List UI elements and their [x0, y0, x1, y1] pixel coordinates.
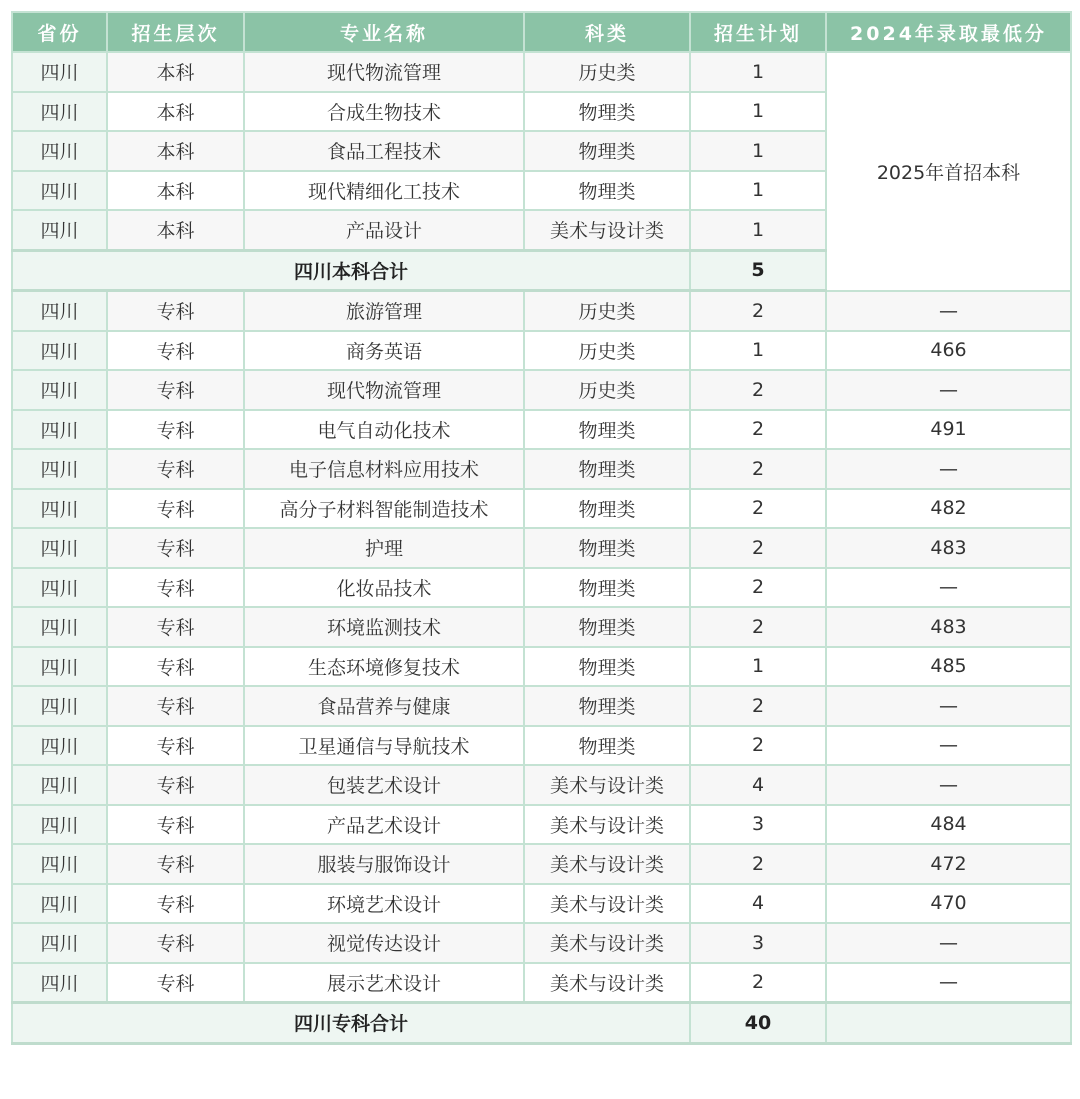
cell-min-score: —: [826, 370, 1071, 410]
cell-major: 产品设计: [244, 210, 524, 250]
cell-min-score: 491: [826, 410, 1071, 450]
cell-min-score: —: [826, 923, 1071, 963]
table-row: [12, 449, 1071, 489]
cell-major: 护理: [244, 528, 524, 568]
cell-plan: 2: [690, 686, 826, 726]
cell-category: 美术与设计类: [524, 805, 690, 845]
cell-level: 本科: [107, 171, 244, 211]
undergrad-total-label: 四川本科合计: [12, 250, 690, 291]
cell-min-score: —: [826, 686, 1071, 726]
cell-plan: 2: [690, 528, 826, 568]
table-row: [12, 647, 1071, 687]
cell-plan: 2: [690, 410, 826, 450]
cell-level: 专科: [107, 528, 244, 568]
cell-level: 本科: [107, 92, 244, 132]
cell-min-score: 485: [826, 647, 1071, 687]
cell-level: 专科: [107, 726, 244, 766]
cell-plan: 2: [690, 844, 826, 884]
cell-major: 产品艺术设计: [244, 805, 524, 845]
table-header-row: [12, 12, 1071, 52]
cell-level: 专科: [107, 331, 244, 371]
cell-min-score: —: [826, 568, 1071, 608]
cell-province: 四川: [12, 923, 107, 963]
cell-plan: 1: [690, 210, 826, 250]
cell-major: 视觉传达设计: [244, 923, 524, 963]
cell-category: 物理类: [524, 131, 690, 171]
cell-province: 四川: [12, 210, 107, 250]
cell-province: 四川: [12, 331, 107, 371]
cell-category: 美术与设计类: [524, 884, 690, 924]
college-total-row: [12, 1003, 1071, 1044]
cell-major: 食品营养与健康: [244, 686, 524, 726]
table-row: [12, 410, 1071, 450]
table-row: [12, 52, 1071, 92]
cell-plan: 2: [690, 370, 826, 410]
cell-level: 专科: [107, 370, 244, 410]
cell-plan: 1: [690, 331, 826, 371]
cell-level: 本科: [107, 52, 244, 92]
cell-major: 旅游管理: [244, 291, 524, 331]
cell-major: 高分子材料智能制造技术: [244, 489, 524, 529]
cell-category: 历史类: [524, 291, 690, 331]
cell-level: 专科: [107, 844, 244, 884]
cell-major: 电子信息材料应用技术: [244, 449, 524, 489]
cell-category: 物理类: [524, 92, 690, 132]
cell-province: 四川: [12, 647, 107, 687]
cell-level: 专科: [107, 410, 244, 450]
college-total-empty: [826, 1003, 1071, 1044]
cell-major: 现代物流管理: [244, 52, 524, 92]
cell-min-score: 466: [826, 331, 1071, 371]
table-row: [12, 331, 1071, 371]
cell-major: 生态环境修复技术: [244, 647, 524, 687]
cell-province: 四川: [12, 884, 107, 924]
table-row: [12, 291, 1071, 331]
cell-plan: 2: [690, 726, 826, 766]
cell-category: 物理类: [524, 489, 690, 529]
cell-level: 专科: [107, 765, 244, 805]
cell-plan: 2: [690, 607, 826, 647]
cell-major: 商务英语: [244, 331, 524, 371]
cell-level: 本科: [107, 131, 244, 171]
cell-major: 展示艺术设计: [244, 963, 524, 1003]
table-row: [12, 489, 1071, 529]
cell-level: 专科: [107, 923, 244, 963]
table-row: [12, 805, 1071, 845]
cell-category: 物理类: [524, 171, 690, 211]
cell-major: 卫星通信与导航技术: [244, 726, 524, 766]
table-row: [12, 370, 1071, 410]
cell-province: 四川: [12, 92, 107, 132]
cell-province: 四川: [12, 607, 107, 647]
enrollment-plan-table: [11, 11, 1072, 1045]
table-row: [12, 844, 1071, 884]
table-row: [12, 568, 1071, 608]
cell-plan: 4: [690, 765, 826, 805]
cell-category: 历史类: [524, 331, 690, 371]
cell-min-score: 472: [826, 844, 1071, 884]
table-row: [12, 963, 1071, 1003]
cell-major: 服装与服饰设计: [244, 844, 524, 884]
cell-category: 美术与设计类: [524, 210, 690, 250]
table-row: [12, 607, 1071, 647]
cell-province: 四川: [12, 686, 107, 726]
table-row: [12, 884, 1071, 924]
cell-major: 包装艺术设计: [244, 765, 524, 805]
cell-category: 美术与设计类: [524, 963, 690, 1003]
header-level: 招生层次: [107, 12, 244, 52]
cell-level: 专科: [107, 686, 244, 726]
cell-level: 专科: [107, 568, 244, 608]
undergrad-total-plan: 5: [690, 250, 826, 291]
cell-min-score: 484: [826, 805, 1071, 845]
cell-plan: 2: [690, 489, 826, 529]
cell-plan: 4: [690, 884, 826, 924]
cell-category: 物理类: [524, 449, 690, 489]
cell-level: 专科: [107, 449, 244, 489]
cell-major: 合成生物技术: [244, 92, 524, 132]
cell-category: 历史类: [524, 370, 690, 410]
college-total-plan: 40: [690, 1003, 826, 1044]
cell-province: 四川: [12, 171, 107, 211]
cell-level: 专科: [107, 291, 244, 331]
header-province: 省份: [12, 12, 107, 52]
cell-level: 专科: [107, 805, 244, 845]
cell-major: 现代物流管理: [244, 370, 524, 410]
cell-province: 四川: [12, 844, 107, 884]
cell-province: 四川: [12, 528, 107, 568]
cell-level: 专科: [107, 489, 244, 529]
cell-plan: 2: [690, 963, 826, 1003]
cell-plan: 2: [690, 449, 826, 489]
cell-plan: 1: [690, 647, 826, 687]
cell-major: 化妆品技术: [244, 568, 524, 608]
cell-major: 现代精细化工技术: [244, 171, 524, 211]
cell-province: 四川: [12, 765, 107, 805]
cell-level: 专科: [107, 884, 244, 924]
cell-major: 环境监测技术: [244, 607, 524, 647]
cell-province: 四川: [12, 410, 107, 450]
cell-province: 四川: [12, 291, 107, 331]
cell-category: 美术与设计类: [524, 844, 690, 884]
cell-major: 电气自动化技术: [244, 410, 524, 450]
cell-province: 四川: [12, 489, 107, 529]
cell-plan: 3: [690, 923, 826, 963]
cell-major: 环境艺术设计: [244, 884, 524, 924]
cell-province: 四川: [12, 726, 107, 766]
cell-min-score: —: [826, 765, 1071, 805]
cell-min-score: —: [826, 449, 1071, 489]
cell-category: 物理类: [524, 528, 690, 568]
cell-plan: 2: [690, 568, 826, 608]
cell-min-score: —: [826, 963, 1071, 1003]
cell-province: 四川: [12, 52, 107, 92]
cell-plan: 1: [690, 171, 826, 211]
cell-category: 美术与设计类: [524, 923, 690, 963]
cell-plan: 1: [690, 131, 826, 171]
undergrad-note-cell: 2025年首招本科: [826, 52, 1071, 291]
cell-min-score: 470: [826, 884, 1071, 924]
cell-category: 物理类: [524, 410, 690, 450]
cell-min-score: 483: [826, 528, 1071, 568]
header-plan: 招生计划: [690, 12, 826, 52]
cell-level: 专科: [107, 647, 244, 687]
cell-level: 专科: [107, 963, 244, 1003]
cell-plan: 2: [690, 291, 826, 331]
header-category: 科类: [524, 12, 690, 52]
cell-category: 物理类: [524, 607, 690, 647]
cell-min-score: 482: [826, 489, 1071, 529]
cell-province: 四川: [12, 131, 107, 171]
college-total-label: 四川专科合计: [12, 1003, 690, 1044]
header-major: 专业名称: [244, 12, 524, 52]
cell-category: 物理类: [524, 686, 690, 726]
table-row: [12, 528, 1071, 568]
cell-province: 四川: [12, 805, 107, 845]
table-row: [12, 765, 1071, 805]
cell-province: 四川: [12, 449, 107, 489]
cell-plan: 1: [690, 52, 826, 92]
cell-category: 物理类: [524, 568, 690, 608]
cell-category: 物理类: [524, 647, 690, 687]
cell-province: 四川: [12, 963, 107, 1003]
cell-plan: 1: [690, 92, 826, 132]
cell-min-score: 483: [826, 607, 1071, 647]
cell-category: 历史类: [524, 52, 690, 92]
cell-province: 四川: [12, 370, 107, 410]
cell-category: 物理类: [524, 726, 690, 766]
cell-min-score: —: [826, 726, 1071, 766]
cell-province: 四川: [12, 568, 107, 608]
header-min-score: 2024年录取最低分: [826, 12, 1071, 52]
cell-major: 食品工程技术: [244, 131, 524, 171]
table-row: [12, 686, 1071, 726]
cell-category: 美术与设计类: [524, 765, 690, 805]
table-row: [12, 923, 1071, 963]
table-row: [12, 726, 1071, 766]
cell-level: 专科: [107, 607, 244, 647]
cell-min-score: —: [826, 291, 1071, 331]
cell-plan: 3: [690, 805, 826, 845]
cell-level: 本科: [107, 210, 244, 250]
